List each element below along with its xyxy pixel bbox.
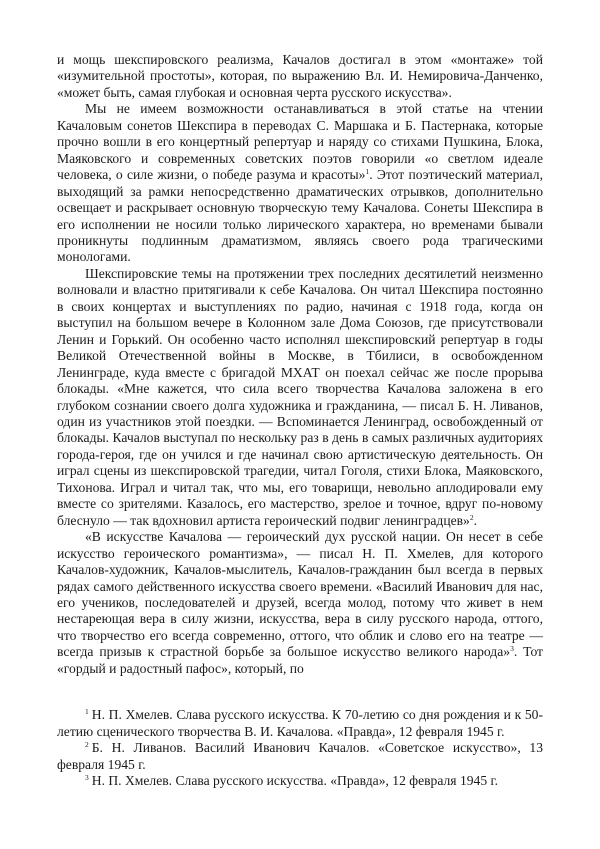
- paragraph-2-text: Мы не имеем возможности останавливаться в этой статье на чтении Качаловым сонетов Шекспира в переводах С. Маршака и Б. Пастернака, которые прочно вошли в его концертный репертуар и наряду со стихами Пушкина, Блока, Маяковского и современных советских поэтов говорили «о светлом идеале человека, о силе жизни, о победе разума и красоты»: [57, 101, 543, 183]
- footnote-mark-2: 2: [85, 740, 89, 749]
- footnote-1: [57, 707, 543, 740]
- footnote-ref-1[interactable]: 1: [365, 167, 370, 177]
- paragraph-4-text-tail: . Тот «гордый и радостный пафос», который, по: [57, 644, 543, 676]
- footnote-mark-3: 3: [85, 773, 89, 782]
- paragraph-1: [57, 52, 543, 101]
- paragraph-3-text-tail: .: [473, 512, 477, 528]
- paragraph-1-text: и мощь шекспировского реализма, Качалов достигал в этом «монтаже» той «изумительной простоты», которая, по выражению Вл. И. Немировича-Данченко, «может быть, самая глубокая и основная черта русского искусства».: [57, 52, 543, 100]
- paragraph-4: [57, 529, 543, 677]
- footnote-2: [57, 740, 543, 773]
- footnote-ref-2[interactable]: 2: [469, 512, 474, 522]
- paragraph-2: [57, 101, 543, 266]
- paragraph-4-text: «В искусстве Качалова — героический дух русской нации. Он несет в себе искусство героического романтизма», — писал Н. П. Хмелев, для которого Качалов-художник, Качалов-мыслитель, Качалов-гражданин был всегда в первых рядах самого действенного искусства своего времени. «Василий Иванович для нас, его учеников, последователей и друзей, всегда молод, потому что живет в нем нестареющая вера в силу жизни, искусства, вера в силу русского народа, оттого, что творчество его всегда современно, оттого, что облик и слово его на театре — всегда призыв к страстной борьбе за большое искусство великого народа»: [57, 529, 543, 660]
- paragraph-2-text-tail: . Этот поэтический материал, выходящий за рамки непосредственно драматических отрывков, дополнительно освещает и раскрывает основную творческую тему Качалова. Сонеты Шекспира в его исполнении не носили только лирического характера, но временами бывали проникнуты подлинным драматизмом, являясь своего рода трагическими монологами.: [57, 167, 543, 265]
- footnote-ref-3[interactable]: 3: [510, 644, 514, 654]
- footnote-3-text: Н. П. Хмелев. Слава русского искусства. «Правда», 12 февраля 1945 г.: [91, 773, 498, 788]
- document-body: [57, 52, 543, 677]
- footnote-2-text: Б. Н. Ливанов. Василий Иванович Качалов. «Советское искусство», 13 февраля 1945 г.: [57, 740, 543, 772]
- paragraph-3-text: Шекспировские темы на протяжении трех последних десятилетий неизменно волновали и властно притягивали к себе Качалова. Он читал Шекспира постоянно в своих концертах и выступлениях по радио, начиная с 1918 года, когда он выступил на большом вечере в Колонном зале Дома Союзов, где присутствовали Ленин и Горький. Он особенно часто исполнял шекспировский репертуар в годы Великой Отечественной войны в Москве, в Тбилиси, в освобожденном Ленинграде, куда вместе с бригадой МХАТ он поехал сейчас же после прорыва блокады. «Мне кажется, что сила всего творчества Качалова заложена в его глубоком сознании своего долга художника и гражданина, — писал Б. Н. Ливанов, один из участников этой поездки. — Вспоминается Ленинград, освобожденный от блокады. Качалов выступал по нескольку раз в день в самых различных аудиториях города-героя, где он учился и где начинал свою артистическую деятельность. Он играл сцены из шекспировской трагедии, читал Гоголя, стихи Блока, Маяковского, Тихонова. Играл и читал так, что мы, его товарищи, невольно аплодировали ему вместе со зрителями. Казалось, его мастерство, зрелое и точное, вдруг по-новому блеснуло — так вдохновил артиста героический подвиг ленинградцев»: [57, 265, 543, 528]
- footnotes-section: [57, 707, 543, 790]
- footnote-1-text: Н. П. Хмелев. Слава русского искусства. К 70-летию со дня рождения и к 50-летию сценического творчества В. И. Качалова. «Правда», 12 февраля 1945 г.: [57, 707, 543, 739]
- footnote-mark-1: 1: [85, 707, 89, 716]
- paragraph-3: [57, 266, 543, 529]
- footnote-3: [57, 773, 543, 790]
